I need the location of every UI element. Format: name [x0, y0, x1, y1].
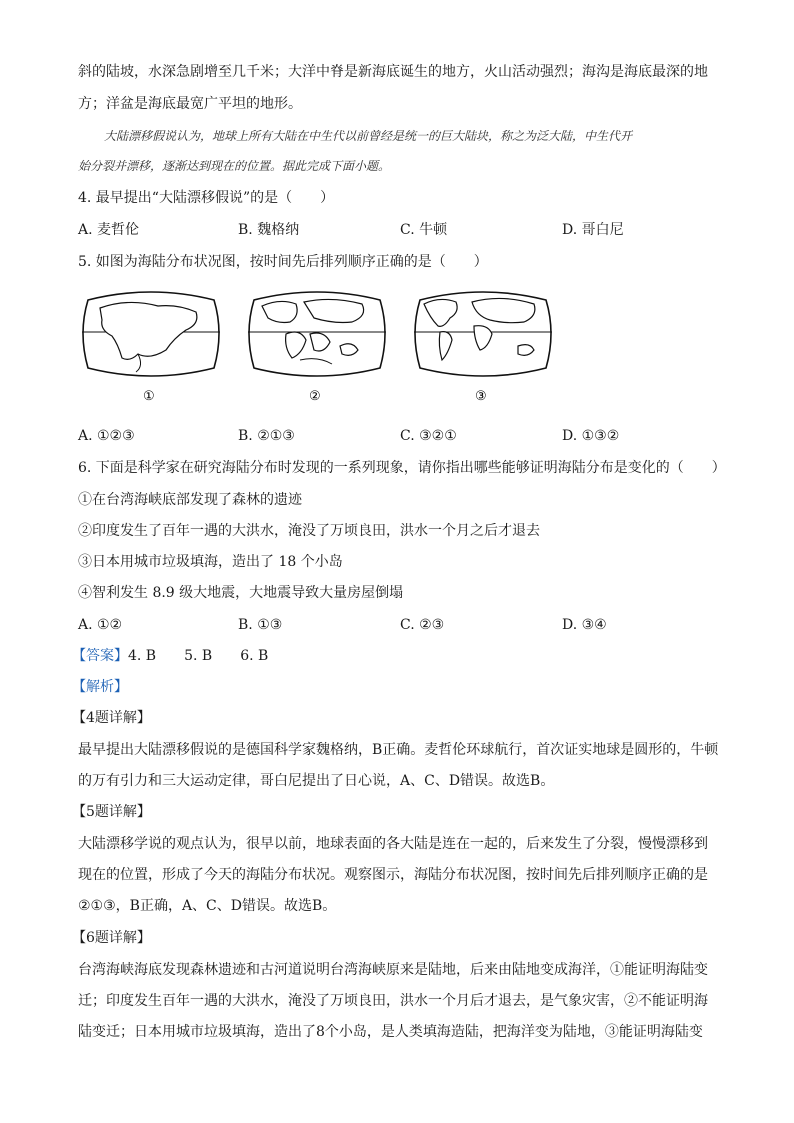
- modern-world-map: [410, 288, 556, 408]
- passage-line: 始分裂并漂移，逐渐达到现在的位置。据此完成下面小题。: [78, 159, 391, 173]
- q5-option-b: B. ②①③: [238, 428, 295, 444]
- question-5-stem: 5. 如图为海陆分布状况图，按时间先后排列顺序正确的是（ ）: [78, 254, 488, 270]
- q6-item: ④智利发生 8.9 级大地震，大地震导致大量房屋倒塌: [78, 585, 404, 601]
- detail-6-line: 陆变迁；日本用城市垃圾填海，造出了8个小岛，是人类填海造陆，把海洋变为陆地，③能证明海陆变: [78, 1024, 703, 1040]
- answer-tag: 【答案】: [72, 648, 128, 664]
- world-maps-figure: [78, 288, 558, 418]
- map-label-2: ②: [309, 389, 321, 404]
- q4-option-a: A. 麦哲伦: [78, 222, 140, 238]
- detail-4-line: 最早提出大陆漂移假说的是德国科学家魏格纳，B正确。麦哲伦环球航行，首次证实地球是圆形的，牛顿: [78, 742, 719, 758]
- q4-option-c: C. 牛顿: [400, 222, 448, 238]
- detail-5-line: 大陆漂移学说的观点认为，很早以前，地球表面的各大陆是连在一起的，后来发生了分裂，慢慢漂移到: [78, 836, 708, 852]
- answer-text: 4. B 5. B 6. B: [128, 648, 269, 664]
- detail-4-title: 【4题详解】: [72, 710, 151, 726]
- pangaea-map: [78, 288, 224, 408]
- q5-option-a: A. ①②③: [78, 428, 135, 444]
- q5-option-d: D. ①③②: [562, 428, 620, 444]
- map-label-1: ①: [143, 389, 155, 404]
- question-6-stem: 6. 下面是科学家在研究海陆分布时发现的一系列现象，请你指出哪些能够证明海陆分布是变化的（ ）: [78, 460, 726, 476]
- q5-option-c: C. ③②①: [400, 428, 457, 444]
- q6-option-b: B. ①③: [238, 617, 283, 633]
- map-label-3: ③: [475, 389, 487, 404]
- question-4-stem: 4. 最早提出“大陆漂移假说”的是（ ）: [78, 190, 335, 206]
- intro-line: 方；洋盆是海底最宽广平坦的地形。: [78, 96, 302, 112]
- q6-item: ①在台湾海峡底部发现了森林的遗迹: [78, 492, 302, 508]
- detail-5-line: 现在的位置，形成了今天的海陆分布状况。观察图示，海陆分布状况图，按时间先后排列顺序正确的是: [78, 867, 708, 883]
- q6-item: ②印度发生了百年一遇的大洪水，淹没了万顷良田，洪水一个月之后才退去: [78, 523, 540, 539]
- intro-line: 斜的陆坡，水深急剧增至几千米；大洋中脊是新海底诞生的地方，火山活动强烈；海沟是海底最深的地: [78, 64, 708, 80]
- q6-option-a: A. ①②: [78, 617, 123, 633]
- passage-line: 大陆漂移假说认为，地球上所有大陆在中生代以前曾经是统一的巨大陆块，称之为泛大陆，中生代开: [104, 129, 633, 143]
- detail-6-line: 台湾海峡海底发现森林遗迹和古河道说明台湾海峡原来是陆地，后来由陆地变成海洋，①能证明海陆变: [78, 962, 708, 978]
- drifting-continents-map: [244, 288, 390, 408]
- analysis-tag: 【解析】: [72, 679, 128, 695]
- detail-6-title: 【6题详解】: [72, 930, 151, 946]
- q6-option-d: D. ③④: [562, 617, 607, 633]
- detail-4-line: 的万有引力和三大运动定律，哥白尼提出了日心说，A、C、D错误。故选B。: [78, 773, 555, 789]
- detail-5-line: ②①③，B正确，A、C、D错误。故选B。: [78, 898, 337, 914]
- q4-option-d: D. 哥白尼: [562, 222, 624, 238]
- q4-option-b: B. 魏格纳: [238, 222, 300, 238]
- q6-item: ③日本用城市垃圾填海，造出了 18 个小岛: [78, 554, 343, 570]
- detail-5-title: 【5题详解】: [72, 804, 151, 820]
- q6-option-c: C. ②③: [400, 617, 445, 633]
- answer-line: [72, 646, 268, 666]
- detail-6-line: 迁；印度发生百年一遇的大洪水，淹没了万顷良田，洪水一个月后才退去，是气象灾害，②不能证明海: [78, 993, 708, 1009]
